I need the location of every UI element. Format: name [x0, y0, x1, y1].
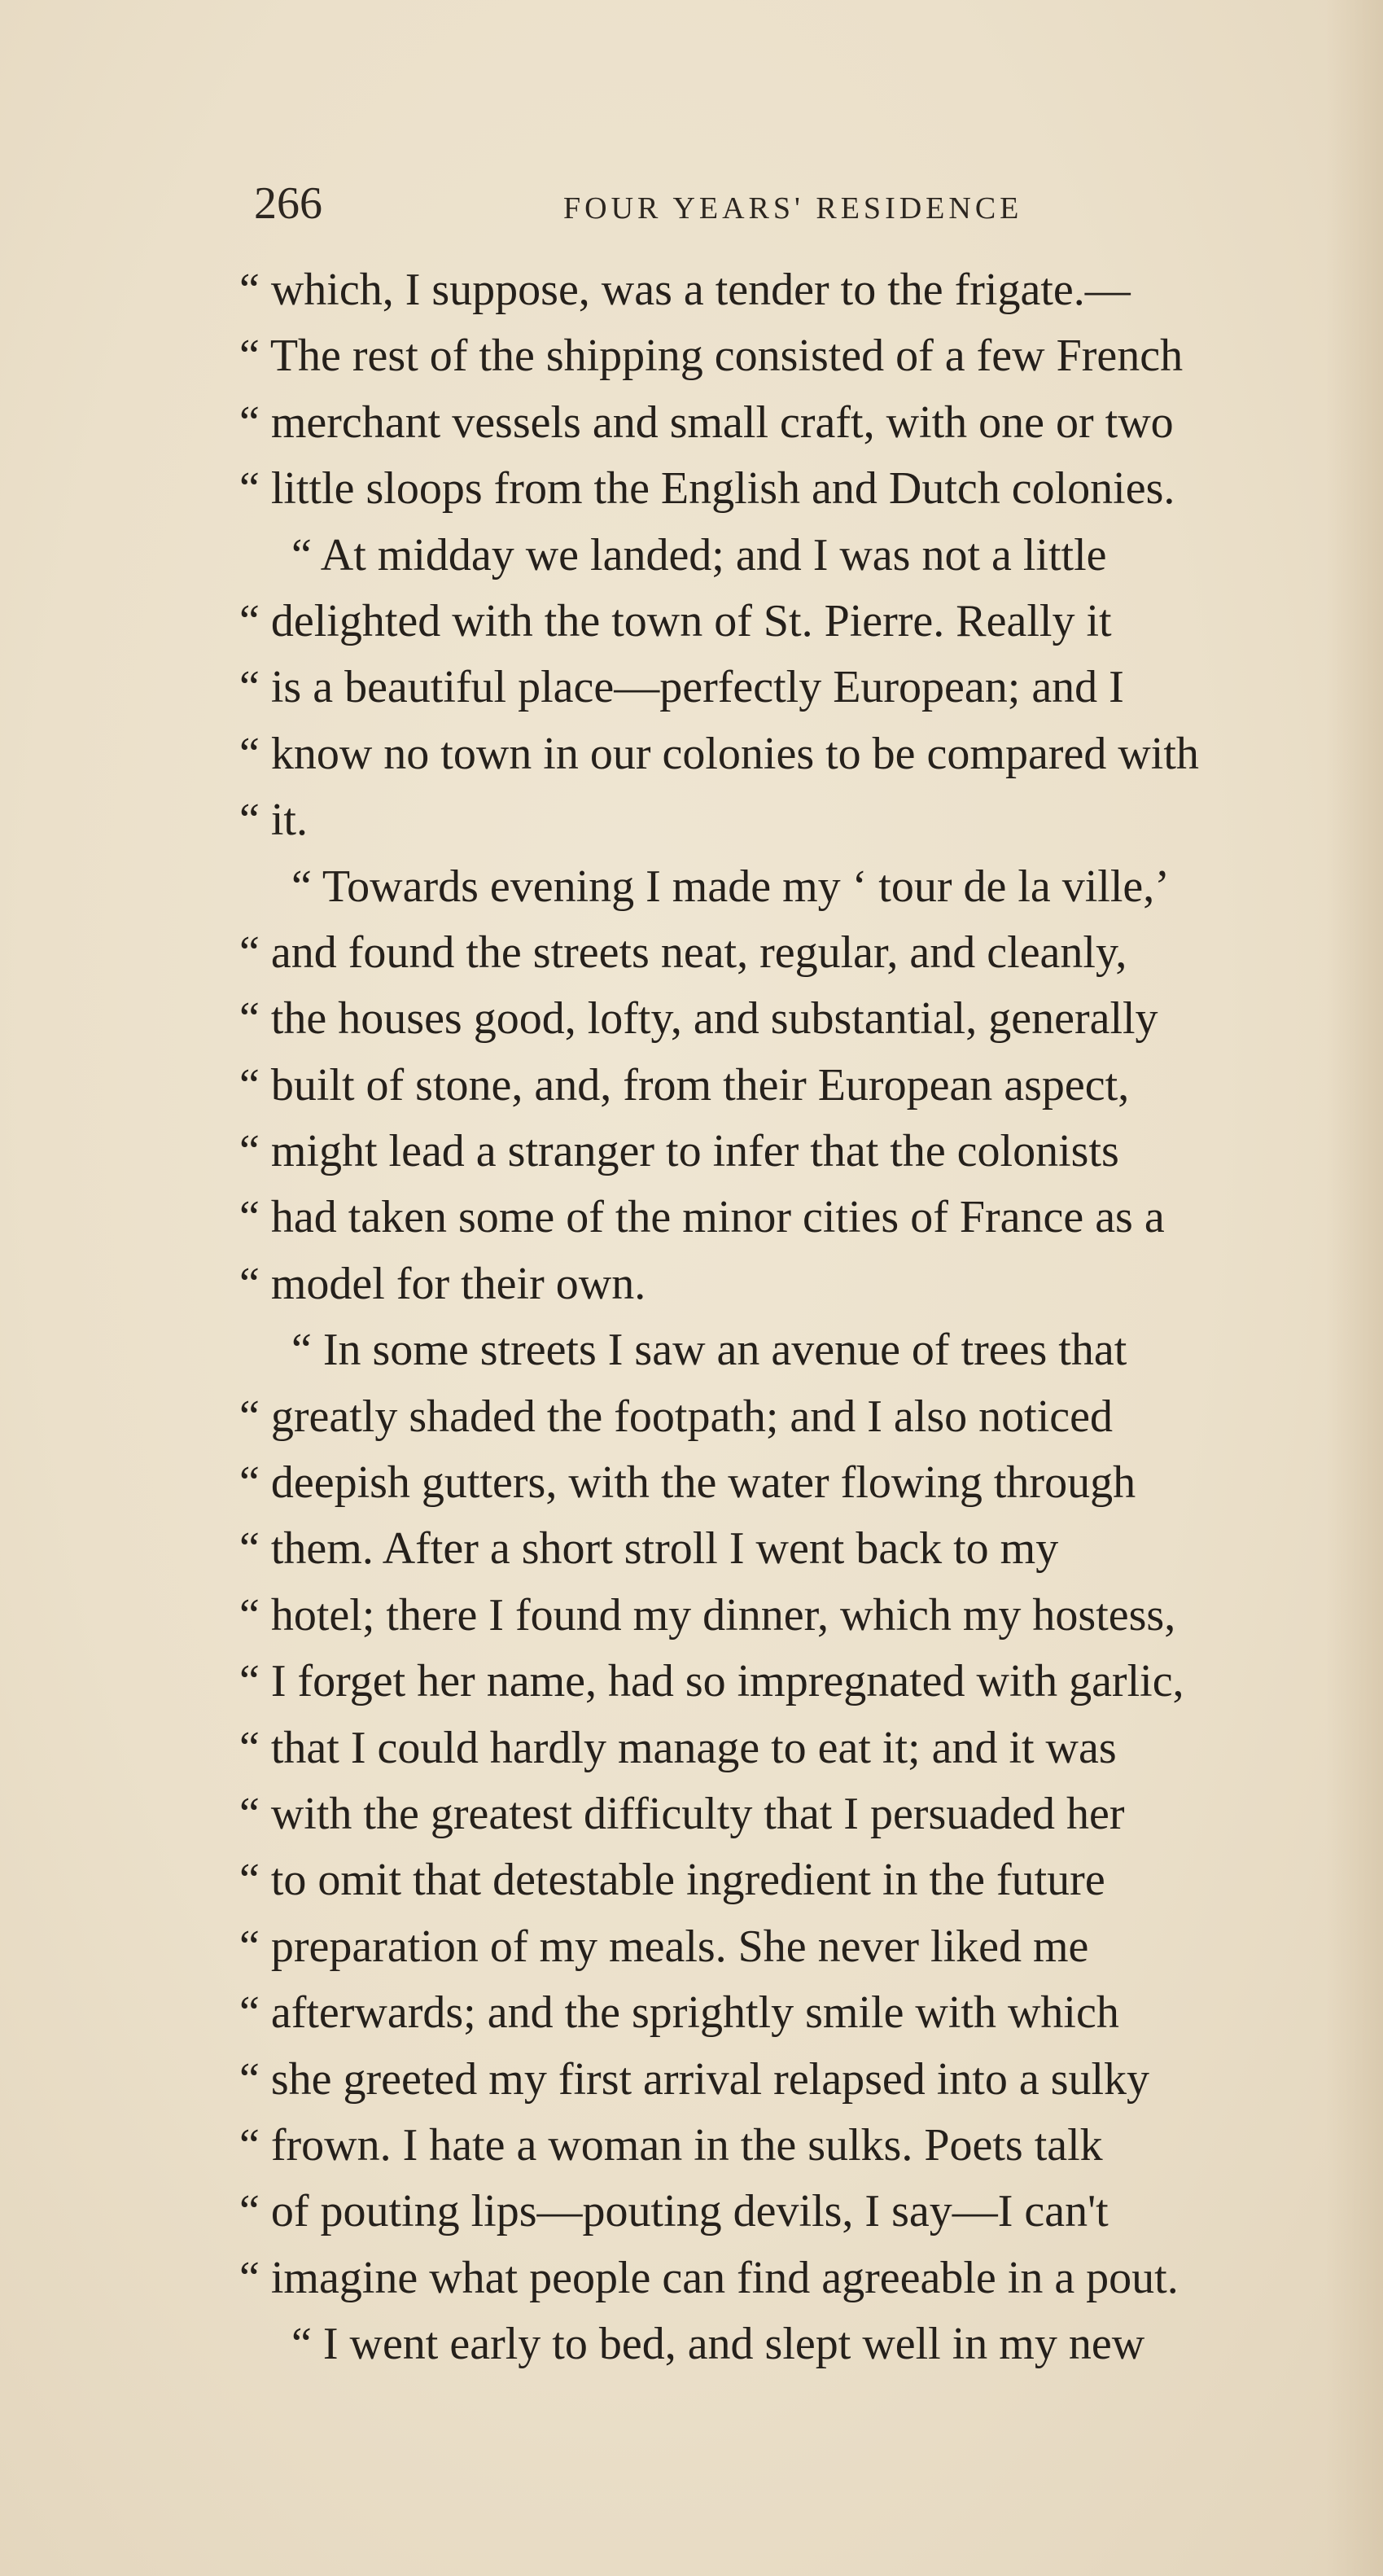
- text-line: “ it.: [239, 795, 308, 846]
- text-line: “ she greeted my first arrival relapsed into a sulky: [239, 2053, 1150, 2105]
- text-line: “ built of stone, and, from their European aspect,: [239, 1059, 1130, 1111]
- text-line: “ deepish gutters, with the water flowing through: [239, 1457, 1136, 1509]
- text-line: “ hotel; there I found my dinner, which my hostess,: [239, 1589, 1176, 1641]
- text-line: “ the houses good, lofty, and substantial, generally: [239, 993, 1158, 1045]
- text-line: “ that I could hardly manage to eat it; and it was: [239, 1722, 1117, 1773]
- text-line: “ is a beautiful place—perfectly European; and I: [239, 662, 1124, 713]
- text-line: “ afterwards; and the sprightly smile with which: [239, 1987, 1119, 2039]
- text-line: “ delighted with the town of St. Pierre. Really it: [239, 595, 1112, 646]
- text-line: “ which, I suppose, was a tender to the frigate.—: [239, 265, 1131, 315]
- text-line: “ imagine what people can find agreeable in a pout.: [239, 2252, 1179, 2303]
- text-line: “ preparation of my meals. She never liked me: [239, 1921, 1089, 1972]
- text-line: “ I went early to bed, and slept well in my new: [291, 2319, 1145, 2370]
- text-line: “ and found the streets neat, regular, and cleanly,: [239, 927, 1127, 978]
- text-line: “ to omit that detestable ingredient in the future: [239, 1855, 1105, 1906]
- text-line: “ frown. I hate a woman in the sulks. Poets talk: [239, 2119, 1103, 2171]
- text-line: “ of pouting lips—pouting devils, I say—I can't: [239, 2186, 1109, 2237]
- text-line: “ The rest of the shipping consisted of a few French: [239, 331, 1184, 382]
- text-line: “ know no town in our colonies to be compared with: [239, 728, 1199, 779]
- text-line: “ little sloops from the English and Dutch colonies.: [239, 463, 1175, 515]
- page-number: 266: [254, 178, 322, 229]
- text-line: “ had taken some of the minor cities of France as a: [239, 1192, 1165, 1243]
- running-title: FOUR YEARS' RESIDENCE: [563, 191, 1023, 226]
- text-line: “ At midday we landed; and I was not a little: [291, 529, 1107, 580]
- text-line: “ them. After a short stroll I went back to my: [239, 1523, 1059, 1575]
- running-head: [254, 171, 1117, 236]
- text-line: “ In some streets I saw an avenue of trees that: [291, 1325, 1127, 1376]
- text-line: “ model for their own.: [239, 1258, 646, 1309]
- text-line: “ with the greatest difficulty that I persuaded her: [239, 1788, 1125, 1839]
- text-line: “ Towards evening I made my ‘ tour de la ville,’: [291, 861, 1170, 912]
- text-body: [239, 257, 1346, 2378]
- text-line: “ I forget her name, had so impregnated with garlic,: [239, 1656, 1184, 1707]
- text-line: “ might lead a stranger to infer that the colonists: [239, 1126, 1119, 1177]
- text-line: “ greatly shaded the footpath; and I also noticed: [239, 1391, 1113, 1442]
- text-line: “ merchant vessels and small craft, with one or two: [239, 396, 1174, 448]
